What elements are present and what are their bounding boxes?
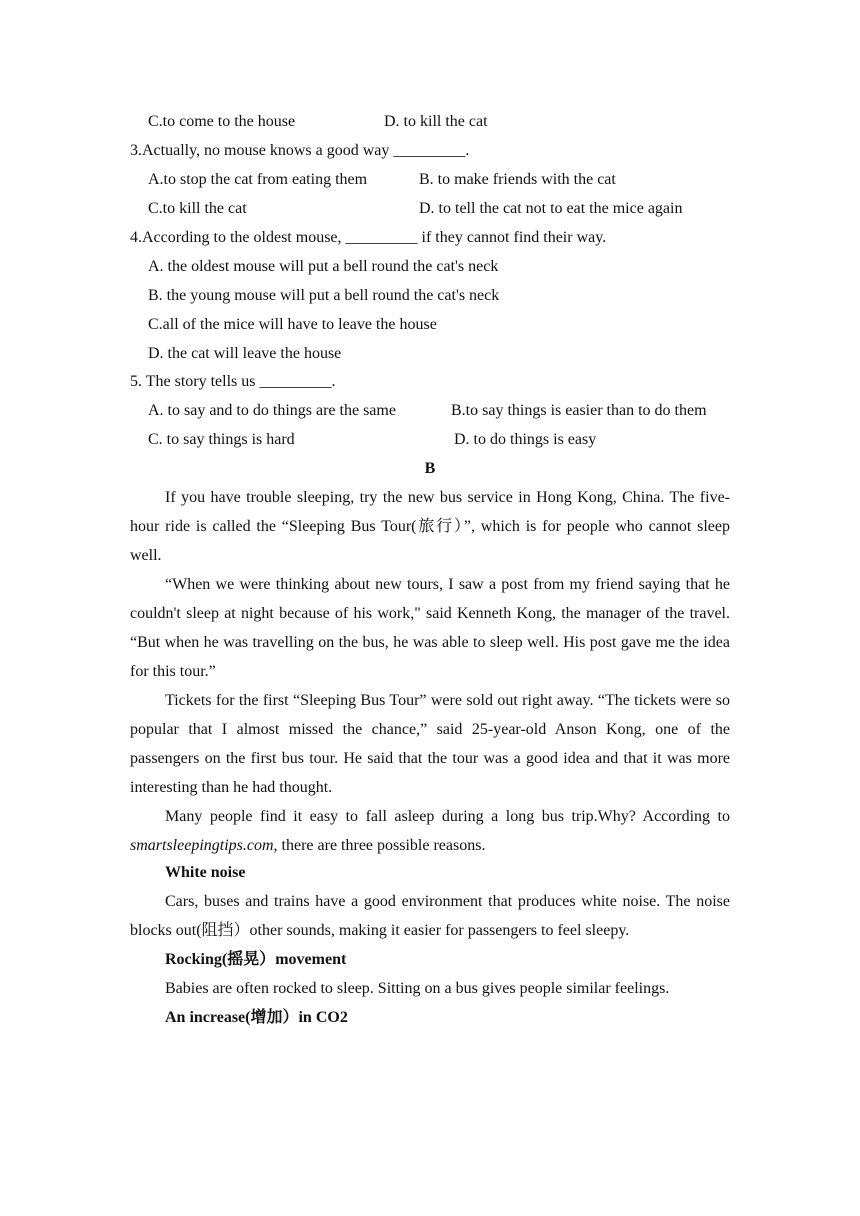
passage-paragraph-5: Cars, buses and trains have a good environment that produces white noise. The noise blocks out(阻挡）other sounds, making it easier for passengers to feel sleepy. (130, 893, 730, 939)
passage-paragraph-4 (130, 802, 730, 860)
q5-option-d: D. to do things is easy (454, 431, 597, 448)
passage-paragraph-1: If you have trouble sleeping, try the new bus service in Hong Kong, China. The five-hour ride is called the “Sleeping Bus Tour(旅行）”, which is for people who cannot sleep well. (130, 489, 730, 564)
rocking-paragraph (130, 974, 730, 1003)
passage-paragraph-6: Babies are often rocked to sleep. Sitting on a bus gives people similar feelings. (165, 980, 670, 997)
paragraph-4-end: , there are three possible reasons. (273, 837, 486, 854)
q2-option-d: D. to kill the cat (384, 113, 488, 130)
q5-option-b: B.to say things is easier than to do them (451, 402, 707, 419)
q4-option-d: D. the cat will leave the house (148, 345, 342, 362)
paragraph-4-start: Many people find it easy to fall asleep during a long bus trip.Why? According to (165, 808, 730, 825)
q5-option-a: A. to say and to do things are the same (148, 402, 396, 419)
section-b-label: B (424, 460, 436, 477)
passage-b (130, 483, 730, 860)
q3-option-c: C.to kill the cat (148, 200, 247, 217)
passage-paragraph-2: “When we were thinking about new tours, I saw a post from my friend saying that he couldn't sleep at night because of his work," said Kenneth Kong, the manager of the travel. “But when he was travelling on the bus, he was able to sleep well. His post gave me the idea for this tour.” (130, 576, 730, 680)
heading-white-noise: White noise (165, 864, 246, 881)
q4-option-a: A. the oldest mouse will put a bell round the cat's neck (148, 258, 499, 275)
q3-stem: 3.Actually, no mouse knows a good way _________. (130, 142, 470, 159)
white-noise-paragraph (130, 887, 730, 945)
q5-stem: 5. The story tells us _________. (130, 373, 336, 390)
q3-option-d: D. to tell the cat not to eat the mice again (419, 200, 683, 217)
q4-option-c: C.all of the mice will have to leave the house (148, 316, 437, 333)
heading-rocking-movement: Rocking(摇晃）movement (165, 951, 347, 968)
passage-paragraph-3: Tickets for the first “Sleeping Bus Tour” were sold out right away. “The tickets were so popular that I almost missed the chance,” said 25-year-old Anson Kong, one of the passengers on the first bus tour. He said that the tour was a good idea and that it was more interesting than he had thought. (130, 692, 730, 796)
q4-option-b: B. the young mouse will put a bell round the cat's neck (148, 287, 500, 304)
heading-co2-increase: An increase(增加）in CO2 (165, 1009, 348, 1026)
q3-option-b: B. to make friends with the cat (419, 171, 616, 188)
q5-option-c: C. to say things is hard (148, 431, 295, 448)
q2-option-c: C.to come to the house (148, 113, 296, 130)
q3-option-a: A.to stop the cat from eating them (148, 171, 368, 188)
website-name: smartsleepingtips.com (130, 837, 274, 854)
q4-stem: 4.According to the oldest mouse, _________ if they cannot find their way. (130, 229, 607, 246)
